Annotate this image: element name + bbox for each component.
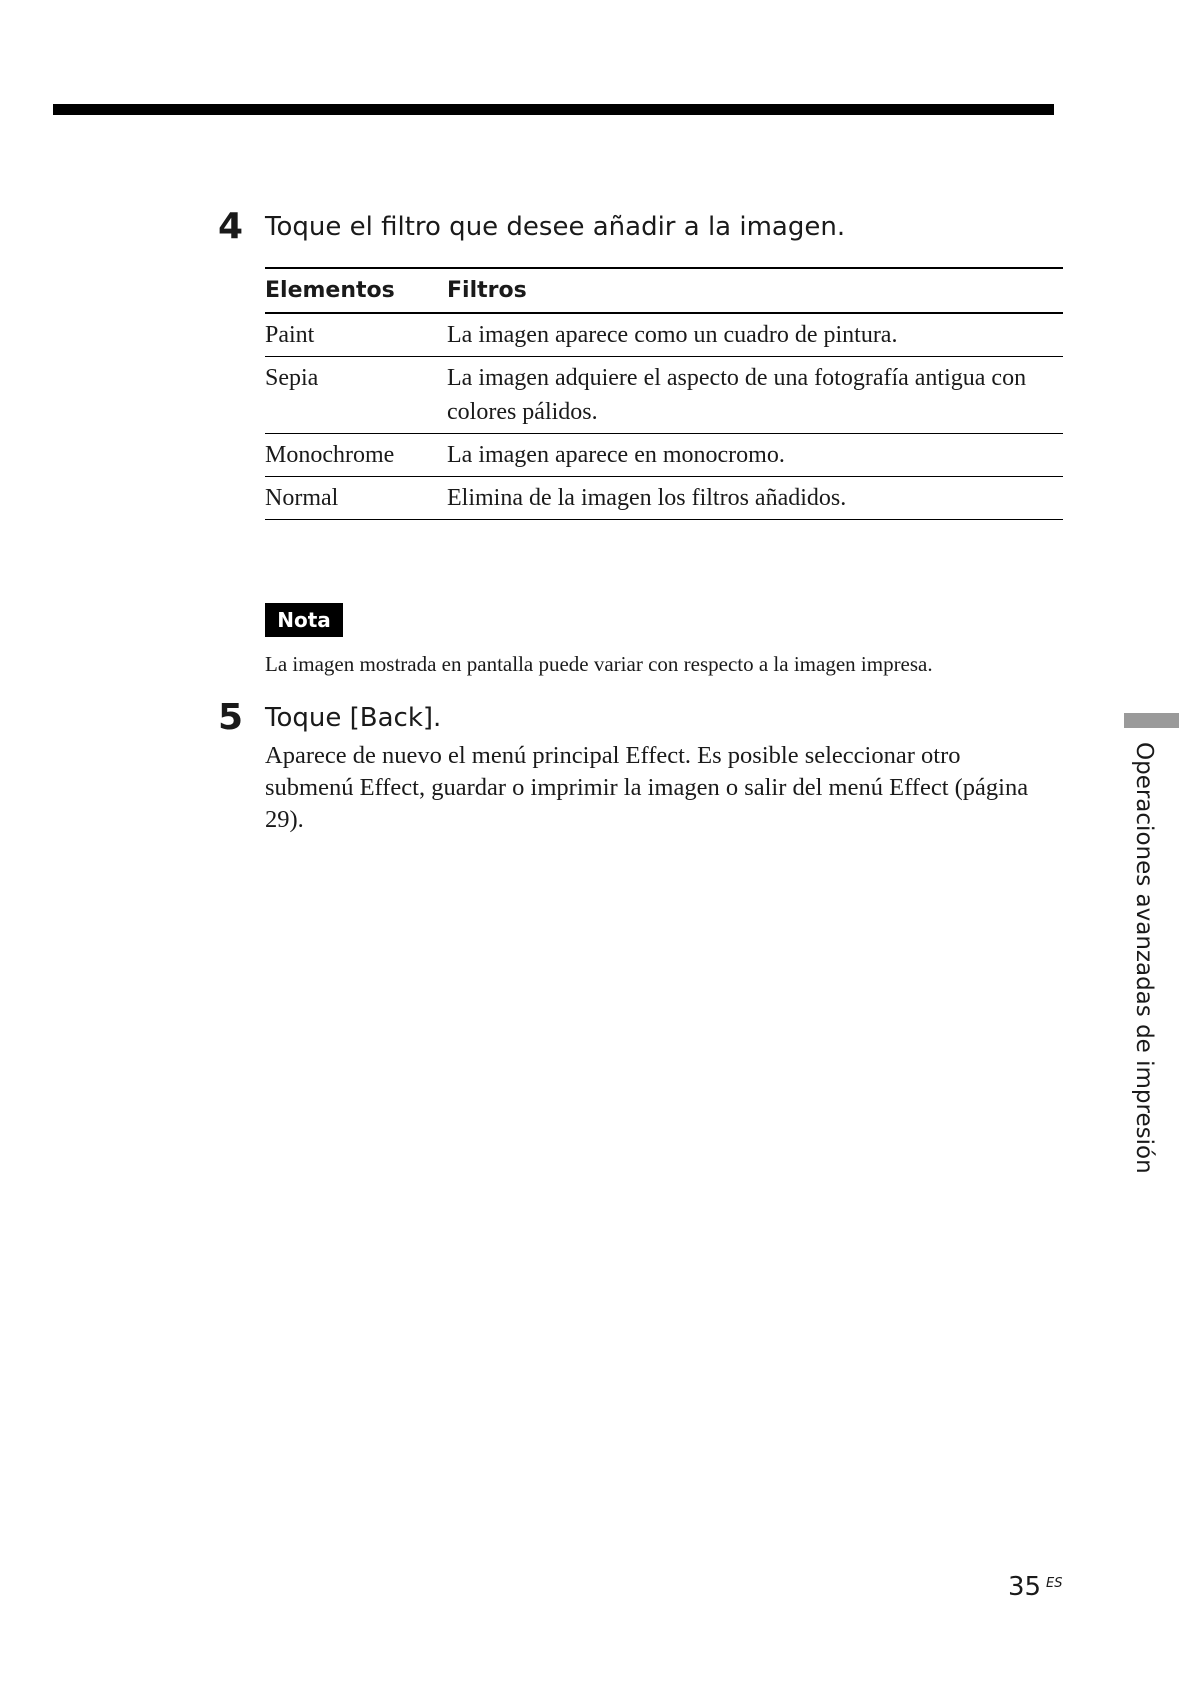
column-header-elements: Elementos (265, 268, 447, 313)
table-row (265, 477, 1063, 520)
page-number: 35 (1008, 1572, 1042, 1602)
cell-item: Sepia (265, 357, 447, 434)
step-5-body: Aparece de nuevo el menú principal Effect. Es posible seleccionar otro submenú Effect, guardar o imprimir la imagen o salir del menú Effect (página 29). (265, 742, 1029, 833)
column-header-filters: Filtros (447, 268, 1063, 313)
cell-item: Monochrome (265, 434, 447, 477)
step-4-number: 4 (218, 206, 244, 247)
note-badge: Nota (265, 603, 343, 637)
cell-filter: La imagen adquiere el aspecto de una fotografía antigua con colores pálidos. (447, 357, 1063, 434)
page-language-code: ES (1046, 1576, 1063, 1591)
cell-filter: La imagen aparece como un cuadro de pintura. (447, 313, 1063, 357)
table-row (265, 357, 1063, 434)
top-rule (53, 104, 1054, 115)
step-4-title: Toque el filtro que desee añadir a la imagen. (265, 212, 846, 242)
table-header-row (265, 268, 1063, 313)
cell-item: Normal (265, 477, 447, 520)
cell-filter: La imagen aparece en monocromo. (447, 434, 1063, 477)
step-5-title: Toque [Back]. (265, 703, 442, 733)
section-side-label: Operaciones avanzadas de impresión (1131, 742, 1157, 1174)
table-row (265, 313, 1063, 357)
note-text: La imagen mostrada en pantalla puede variar con respecto a la imagen impresa. (265, 652, 933, 676)
filters-table (265, 267, 1063, 520)
cell-item: Paint (265, 313, 447, 357)
step-5-number: 5 (218, 697, 244, 738)
cell-filter: Elimina de la imagen los filtros añadidos. (447, 477, 1063, 520)
table-row (265, 434, 1063, 477)
section-tab-marker (1124, 713, 1179, 728)
